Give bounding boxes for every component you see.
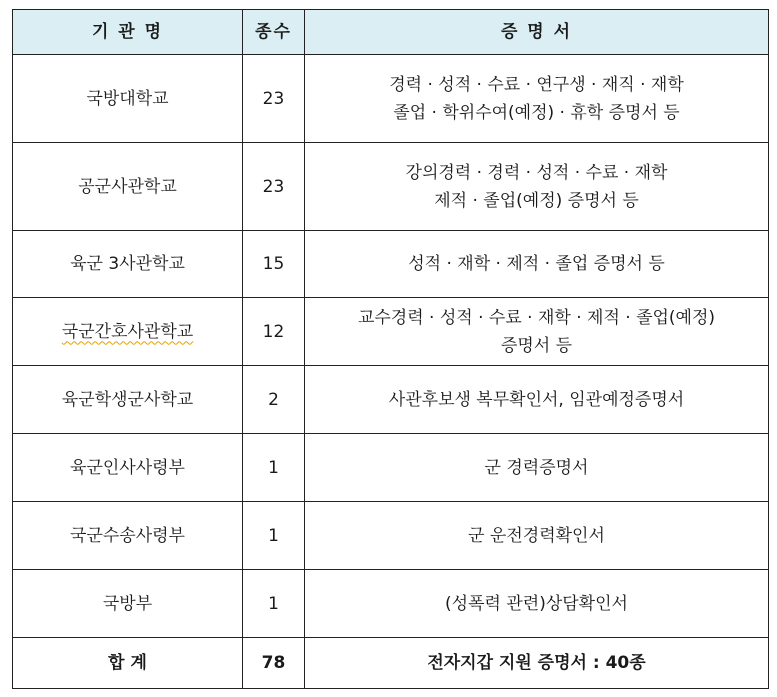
- certificates-line: 강의경력 · 경력 · 성적 · 수료 · 재학: [405, 162, 668, 183]
- certificates-line: 졸업 · 학위수여(예정) · 휴학 증명서 등: [393, 102, 680, 123]
- count-cell: 12: [243, 298, 305, 366]
- institution-cell: 육군인사사령부: [13, 434, 243, 502]
- certificates-cell: [305, 55, 769, 143]
- certificates-line: 교수경력 · 성적 · 수료 · 재학 · 제적 · 졸업(예정): [357, 307, 716, 328]
- total-label: 합 계: [13, 638, 243, 689]
- header-institution: 기 관 명: [13, 10, 243, 55]
- header-count: 종수: [243, 10, 305, 55]
- certificates-cell: [305, 231, 769, 298]
- certificates-line: 군 경력증명서: [484, 457, 589, 478]
- certificates-line: 군 운전경력확인서: [468, 525, 605, 546]
- certificates-cell: [305, 570, 769, 638]
- table-row: [13, 55, 769, 143]
- table-row: [13, 366, 769, 434]
- count-cell: 2: [243, 366, 305, 434]
- certificates-line: 사관후보생 복무확인서, 임관예정증명서: [388, 389, 685, 410]
- total-count: 78: [243, 638, 305, 689]
- certificates-line: (성폭력 관련)상담확인서: [445, 593, 628, 614]
- count-cell: 1: [243, 570, 305, 638]
- table-row: [13, 231, 769, 298]
- certificates-cell: [305, 143, 769, 231]
- total-row: [13, 638, 769, 689]
- institution-cell: 육군 3사관학교: [13, 231, 243, 298]
- certificates-cell: [305, 434, 769, 502]
- table-row: [13, 143, 769, 231]
- header-row: [13, 10, 769, 55]
- certificates-line: 성적 · 재학 · 제적 · 졸업 증명서 등: [408, 254, 665, 274]
- count-cell: 23: [243, 55, 305, 143]
- table-row: [13, 570, 769, 638]
- certificate-table: [12, 9, 769, 689]
- certificates-cell: [305, 502, 769, 570]
- count-cell: 1: [243, 502, 305, 570]
- count-cell: 23: [243, 143, 305, 231]
- institution-cell: 국방부: [13, 570, 243, 638]
- table-row: [13, 434, 769, 502]
- certificates-line: 경력 · 성적 · 수료 · 연구생 · 재직 · 재학: [389, 74, 684, 95]
- table-row: [13, 502, 769, 570]
- institution-cell: 육군학생군사학교: [13, 366, 243, 434]
- institution-cell: 국군수송사령부: [13, 502, 243, 570]
- count-cell: 1: [243, 434, 305, 502]
- count-cell: 15: [243, 231, 305, 298]
- certificates-line: 증명서 등: [500, 335, 573, 356]
- table-row: [13, 298, 769, 366]
- institution-cell: 공군사관학교: [13, 143, 243, 231]
- total-summary: 전자지갑 지원 증명서 : 40종: [305, 638, 769, 689]
- certificates-line: 제적 · 졸업(예정) 증명서 등: [434, 190, 639, 211]
- certificates-cell: [305, 298, 769, 366]
- institution-cell: 국방대학교: [13, 55, 243, 143]
- institution-cell: [13, 298, 243, 366]
- institution-text: 국군간호사관학교: [61, 321, 194, 342]
- certificates-cell: [305, 366, 769, 434]
- header-certificates: 증 명 서: [305, 10, 769, 55]
